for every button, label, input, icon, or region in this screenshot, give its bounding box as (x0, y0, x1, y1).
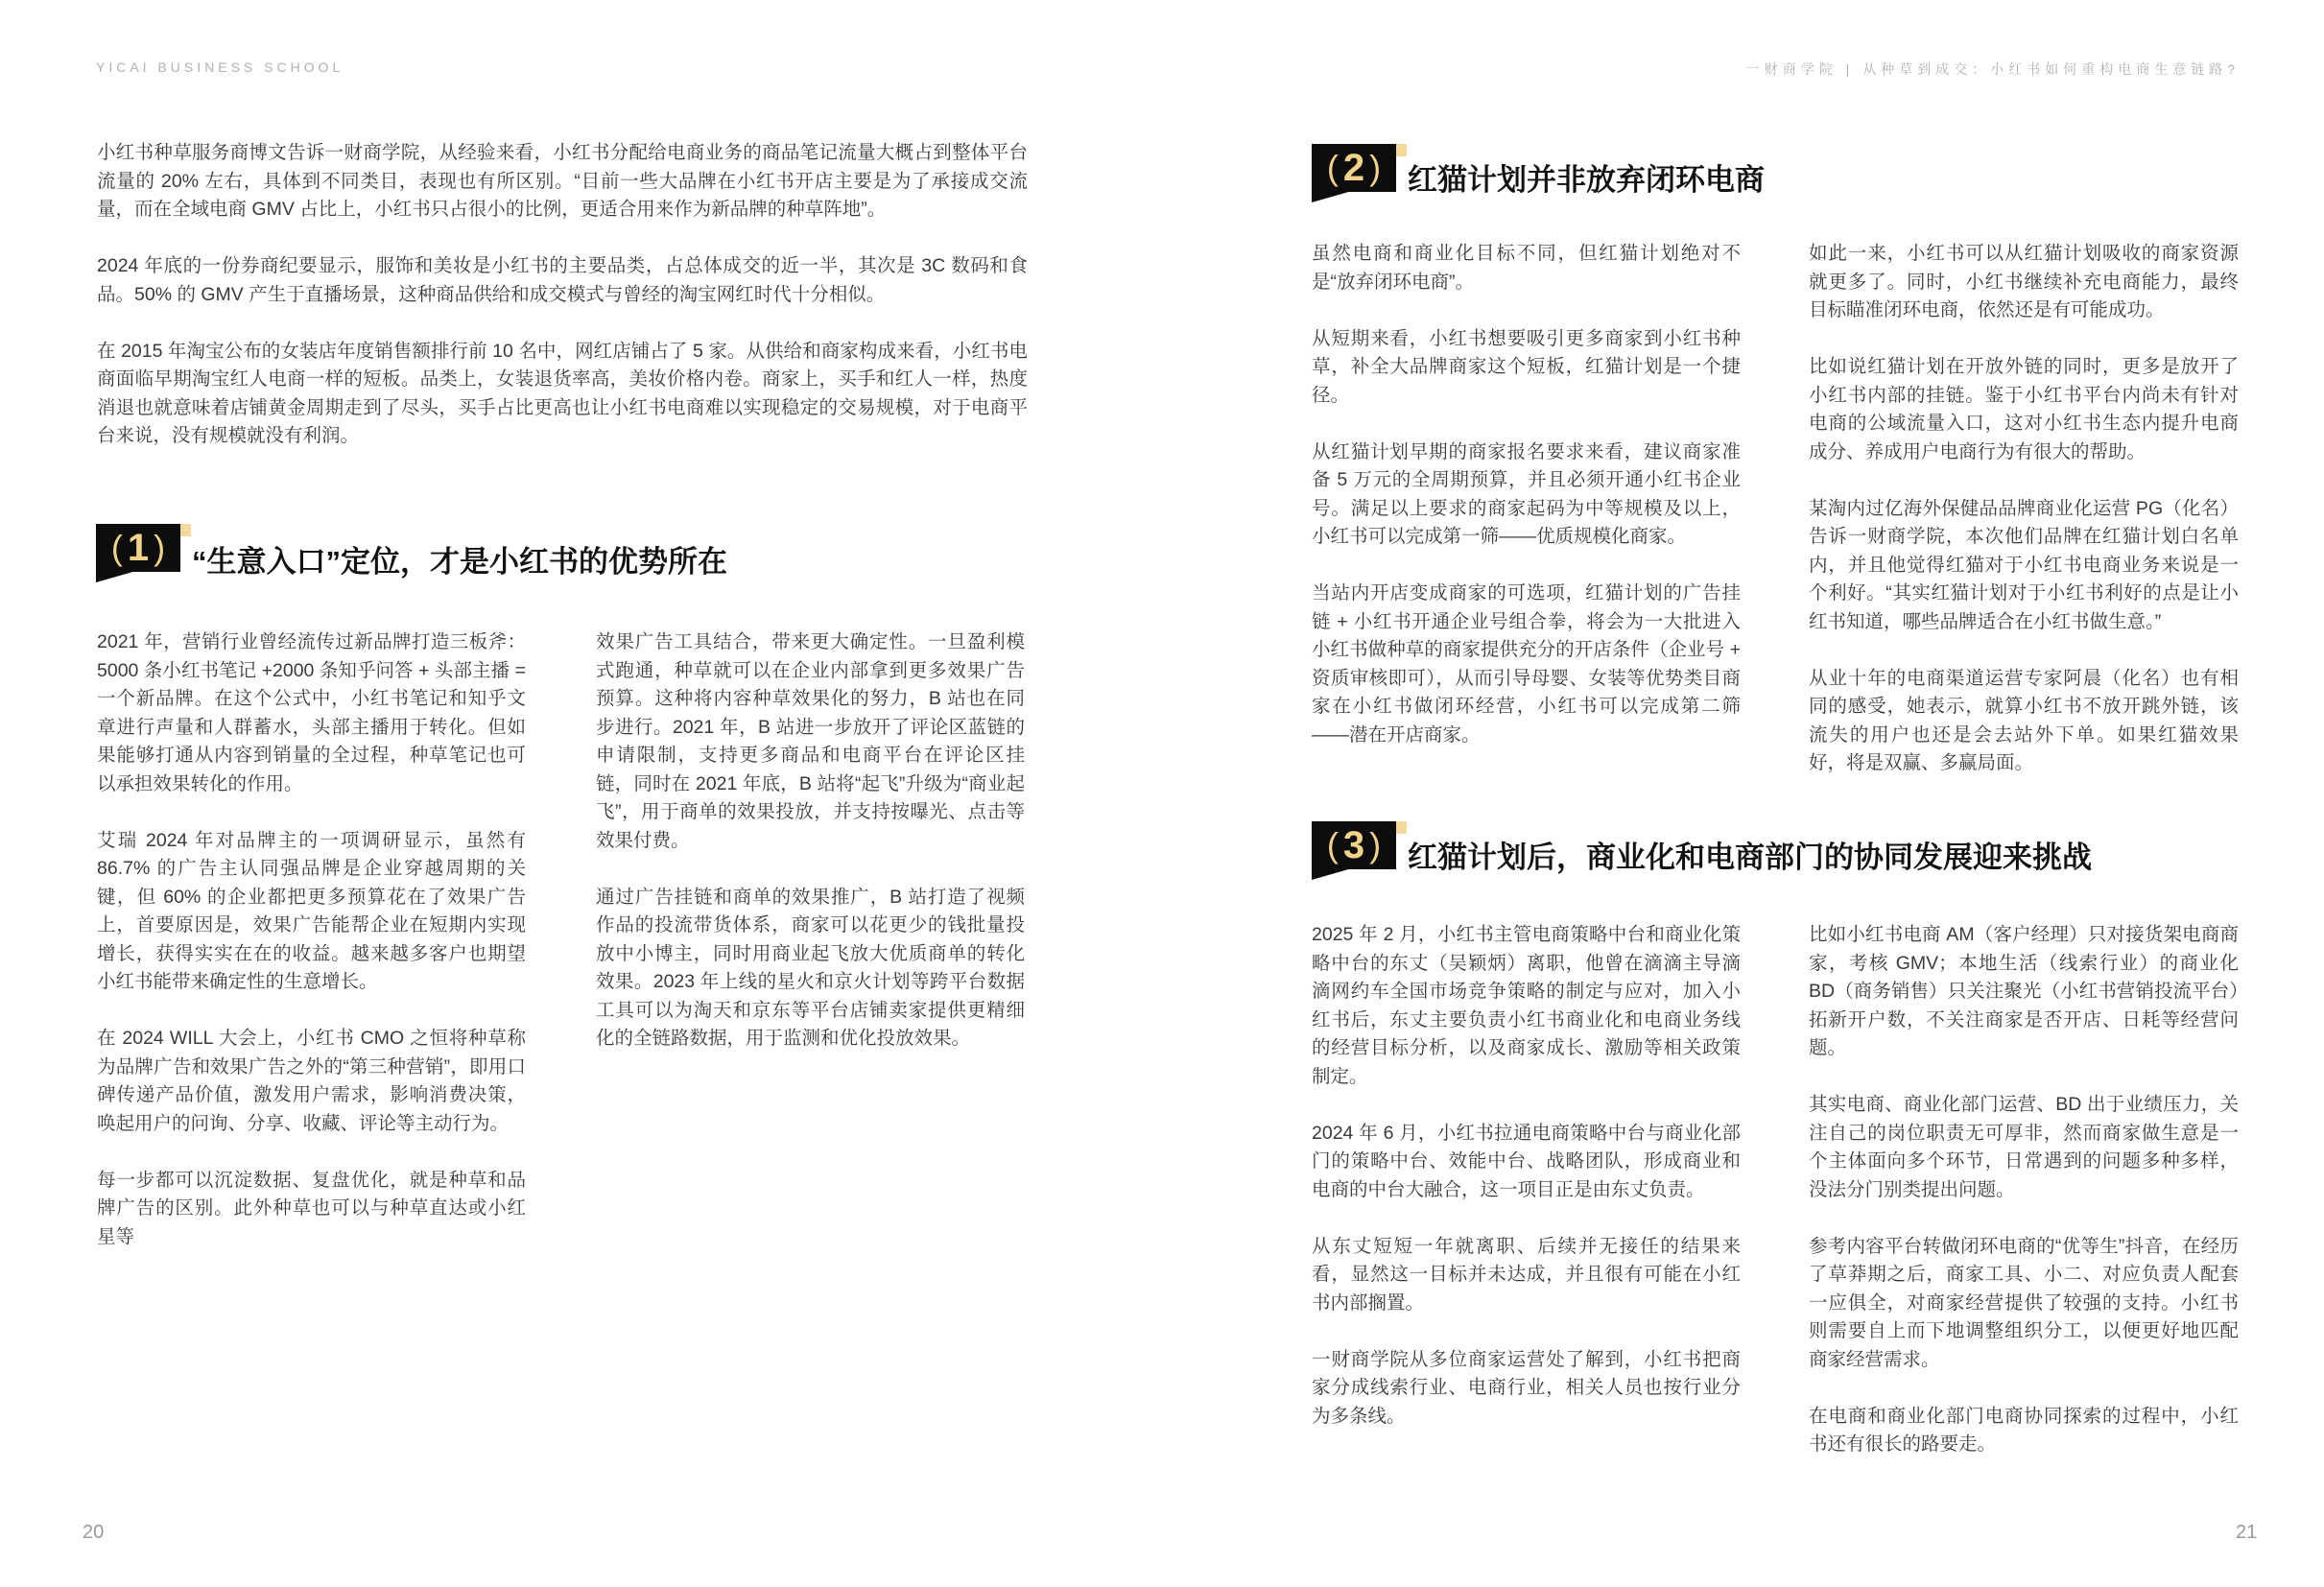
badge-accent (180, 524, 191, 536)
paragraph: 小红书种草服务商博文告诉一财商学院，从经验来看，小红书分配给电商业务的商品笔记流量大概占到整体平台流量的 20% 左右，具体到不同类目，表现也有所区别。“目前一些大品牌在小红书开店主要是为了承接成交流量，而在全域电商 GMV 占比上，小红书只占很小的比例，更适合用来作为新品牌的种草阵地”。 (97, 142, 1028, 220)
paragraph: 2025 年 2 月，小红书主管电商策略中台和商业化策略中台的东丈（吴颖炳）离职，他曾在滴滴主导滴滴网约车全国市场竞争策略的制定与应对，加入小红书后，东丈主要负责小红书商业化和电商业务线的经营目标分析，以及商家成长、激励等相关政策制定。 (1312, 924, 1741, 1087)
paragraph: 从短期来看，小红书想要吸引更多商家到小红书种草，补全大品牌商家这个短板，红猫计划是一个捷径。 (1312, 327, 1741, 406)
paragraph: 艾瑞 2024 年对品牌主的一项调研显示，虽然有 86.7% 的广告主认同强品牌是企业穿越周期的关键，但 60% 的企业都把更多预算花在了效果广告上，首要原因是，效果广告能帮企业在短期内实现增长，获得实实在在的收益。越来越多客户也期望小红书能带来确定性的生意增长。 (97, 829, 526, 992)
paragraph: 通过广告挂链和商单的效果推广，B 站打造了视频作品的投流带货体系，商家可以花更少的钱批量投放中小博主，同时用商业起飞放大优质商单的转化效果。2023 年上线的星火和京火计划等跨平台数据工具可以为淘天和京东等平台店铺卖家提供更精细化的全链路数据，用于监测和优化投放效果。 (596, 886, 1025, 1049)
section-3-column-1 (1312, 921, 1741, 1459)
paragraph: 2021 年，营销行业曾经流传过新品牌打造三板斧：5000 条小红书笔记 +2000 条知乎问答 + 头部主播 = 一个新品牌。在这个公式中，小红书笔记和知乎文章进行声量和人群蓄水，头部主播用于转化。但如果能够打通从内容到销量的全过程，种草笔记也可以承担效果转化的作用。 (97, 631, 526, 794)
paragraph: 某淘内过亿海外保健品品牌商业化运营 PG（化名）告诉一财商学院，本次他们品牌在红猫计划白名单内，并且他觉得红猫对于小红书电商业务来说是一个利好。“其实红猫计划对于小红书利好的点是让小红书知道，哪些品牌适合在小红书做生意。” (1809, 497, 2239, 632)
section-number: 3 (1342, 823, 1365, 866)
page-number-left: 20 (83, 1522, 105, 1543)
paragraph: 其实电商、商业化部门运营、BD 出于业绩压力，关注自己的岗位职责无可厚非，然而商家做生意是一个主体面向多个环节，日常遇到的问题多种多样，没法分门别类提出问题。 (1809, 1094, 2239, 1200)
section-3-column-2 (1809, 921, 2239, 1487)
paragraph: 从红猫计划早期的商家报名要求来看，建议商家准备 5 万元的全周期预算，并且必须开通小红书企业号。满足以上要求的商家起码为中等规模及以上，小红书可以完成第一筛——优质规模化商家。 (1312, 440, 1741, 547)
paragraph: 如此一来，小红书可以从红猫计划吸收的商家资源就更多了。同时，小红书继续补充电商能力，最终目标瞄准闭环电商，依然还是有可能成功。 (1809, 243, 2239, 320)
paragraph: 比如说红猫计划在开放外链的同时，更多是放开了小红书内部的挂链。鉴于小红书平台内尚未有针对电商的公域流量入口，这对小红书生态内提升电商成分、养成用户电商行为有很大的帮助。 (1809, 356, 2239, 462)
paragraph: 从东丈短短一年就离职、后续并无接任的结果来看，显然这一目标并未达成，并且很有可能在小红书内部搁置。 (1312, 1235, 1741, 1314)
section-2-column-1 (1312, 240, 1741, 778)
section-number: 1 (127, 526, 150, 569)
running-header-right: 一财商学院 | 从种草到成交：小红书如何重构电商生意链路? (1745, 61, 2240, 77)
page-number-right: 21 (2236, 1522, 2258, 1543)
section-1-column-2 (596, 628, 1025, 1081)
paragraph: 在电商和商业化部门电商协同探索的过程中，小红书还有很长的路要走。 (1809, 1405, 2239, 1455)
paragraph: 比如小红书电商 AM（客户经理）只对接货架电商商家，考核 GMV；本地生活（线索行业）的商业化 BD（商务销售）只关注聚光（小红书营销投流平台）拓新开户数，不关注商家是否开店、日耗等经营问题。 (1809, 924, 2239, 1058)
section-title: 红猫计划后，商业化和电商部门的协同发展迎来挑战 (1408, 841, 2092, 874)
section-heading-3: ( 3 ) 红猫计划后，商业化和电商部门的协同发展迎来挑战 (1312, 821, 2271, 881)
section-title: 红猫计划并非放弃闭环电商 (1408, 163, 1765, 197)
paragraph: 每一步都可以沉淀数据、复盘优化，就是种草和品牌广告的区别。此外种草也可以与种草直达或小红星等 (97, 1169, 526, 1247)
paragraph: 2024 年底的一份券商纪要显示，服饰和美妆是小红书的主要品类，占总体成交的近一半，其次是 3C 数码和食品。50% 的 GMV 产生于直播场景，这种商品供给和成交模式与曾经的淘宝网红时代十分相似。 (97, 255, 1028, 305)
section-heading-1: ( 1 ) “生意入口”定位，才是小红书的优势所在 (96, 524, 1036, 583)
badge-accent (1396, 821, 1407, 834)
section-heading-2: ( 2 ) 红猫计划并非放弃闭环电商 (1312, 144, 2252, 203)
paragraph: 在 2015 年淘宝公布的女装店年度销售额排行前 10 名中，网红店铺占了 5 家。从供给和商家构成来看，小红书电商面临早期淘宝红人电商一样的短板。品类上，女装退货率高，美妆价格内卷。商家上，买手和红人一样，热度消退也就意味着店铺黄金周期走到了尽头，买手占比更高也让小红书电商难以实现稳定的交易规模，对于电商平台来说，没有规模就没有利润。 (97, 340, 1028, 446)
paragraph: 当站内开店变成商家的可选项，红猫计划的广告挂链 + 小红书开通企业号组合拳，将会为一大批进入小红书做种草的商家提供充分的开店条件（企业号 + 资质审核即可），从而引导母婴、女装等优势类目商家在小红书做闭环经营，小红书可以完成第二筛——潜在开店商家。 (1312, 582, 1741, 746)
paragraph: 一财商学院从多位商家运营处了解到，小红书把商家分成线索行业、电商行业，相关人员也按行业分为多条线。 (1312, 1348, 1741, 1427)
intro-text (97, 139, 1028, 479)
paragraph: 虽然电商和商业化目标不同，但红猫计划绝对不是“放弃闭环电商”。 (1312, 243, 1741, 293)
paragraph: 从业十年的电商渠道运营专家阿晨（化名）也有相同的感受，她表示，就算小红书不放开跳外链，该流失的用户也还是会去站外下单。如果红猫效果好，将是双赢、多赢局面。 (1809, 667, 2239, 773)
paragraph: 2024 年 6 月，小红书拉通电商策略中台与商业化部门的策略中台、效能中台、战略团队，形成商业和电商的中台大融合，这一项目正是由东丈负责。 (1312, 1122, 1741, 1200)
section-1-column-1 (97, 628, 526, 1280)
running-header-left: YICAI BUSINESS SCHOOL (96, 59, 344, 75)
badge-accent (1396, 144, 1407, 156)
paragraph: 在 2024 WILL 大会上，小红书 CMO 之恒将种草称为品牌广告和效果广告之外的“第三种营销”，即用口碑传递产品价值，激发用户需求，影响消费决策，唤起用户的问询、分享、收藏、评论等主动行为。 (97, 1028, 526, 1134)
section-2-column-2 (1809, 240, 2239, 806)
section-title: “生意入口”定位，才是小红书的优势所在 (192, 545, 727, 579)
section-number: 2 (1342, 146, 1365, 189)
paragraph: 参考内容平台转做闭环电商的“优等生”抖音，在经历了草莽期之后，商家工具、小二、对应负责人配套一应俱全，对商家经营提供了较强的支持。小红书则需要自上而下地调整组织分工，以便更好地匹配商家经营需求。 (1809, 1235, 2239, 1370)
paragraph: 效果广告工具结合，带来更大确定性。一旦盈利模式跑通，种草就可以在企业内部拿到更多效果广告预算。这种将内容种草效果化的努力，B 站也在同步进行。2021 年，B 站进一步放开了评论区蓝链的申请限制，支持更多商品和电商平台在评论区挂链，同时在 2021 年底，B 站将“起飞”升级为“商业起飞”，用于商单的效果投放，并支持按曝光、点击等效果付费。 (596, 631, 1025, 851)
